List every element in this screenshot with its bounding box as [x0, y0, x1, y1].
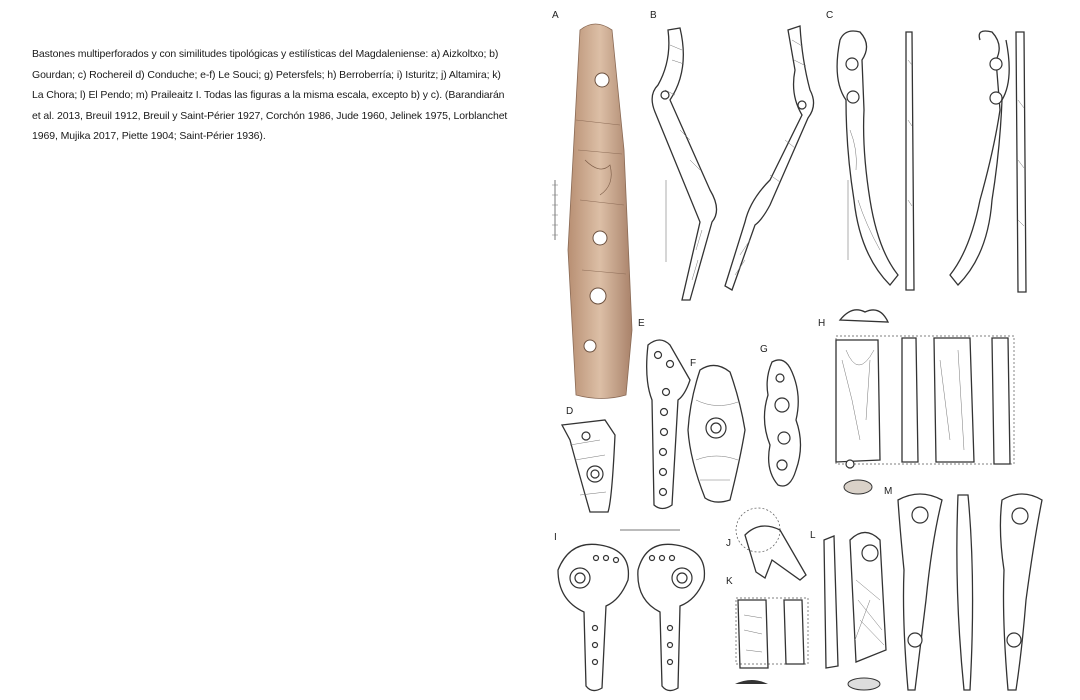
- artifact-c: [837, 31, 1026, 292]
- figure-label-d: D: [566, 406, 574, 417]
- artifact-g: [764, 360, 800, 486]
- artifact-d: [562, 420, 615, 512]
- artifact-e: [647, 340, 690, 509]
- figure-label-c: C: [826, 10, 834, 21]
- figure-label-k: K: [726, 576, 733, 587]
- artifact-l: [824, 533, 886, 691]
- figure-label-j: J: [726, 538, 731, 549]
- artifact-b: [652, 26, 813, 300]
- figure-label-f: F: [690, 358, 697, 369]
- artifact-i: [558, 530, 704, 691]
- artifact-drawings: [540, 0, 1080, 700]
- artifact-f: [688, 365, 745, 502]
- artifact-h: [836, 310, 1014, 494]
- figure-label-a: A: [552, 10, 559, 21]
- artifact-k: [735, 598, 808, 684]
- artifact-j: [736, 508, 806, 580]
- figure-label-e: E: [638, 318, 645, 329]
- figure-label-l: L: [810, 530, 816, 541]
- artifact-m: [898, 494, 1042, 690]
- figure-plate: [540, 0, 1080, 700]
- figure-label-b: B: [650, 10, 657, 21]
- artifact-a: [552, 24, 632, 399]
- figure-label-i: I: [554, 532, 557, 543]
- figure-caption: Bastones multiperforados y con similitudes tipológicas y estilísticas del Magdaleniense: a) Aizkoltxo; b) Gourdan; c) Rochereil d) Conduche; e-f) Le Souci; g) Petersfels; h) Berroberría; i) Isturitz; j) Altamira; k) La Chora; l) El Pendo; m) Praileaitz I. Todas las figuras a la misma escala, excepto b) y c). (Barandiarán et al. 2013, Breuil 1912, Breuil y Saint-Périer 1927, Corchón 1986, Jude 1960, Jelinek 1975, Lorblanchet 1969, Mujika 2017, Piette 1904; Saint-Périer 1936).: [32, 48, 508, 142]
- figure-label-g: G: [760, 344, 768, 355]
- figure-label-h: H: [818, 318, 826, 329]
- figure-label-m: M: [884, 486, 893, 497]
